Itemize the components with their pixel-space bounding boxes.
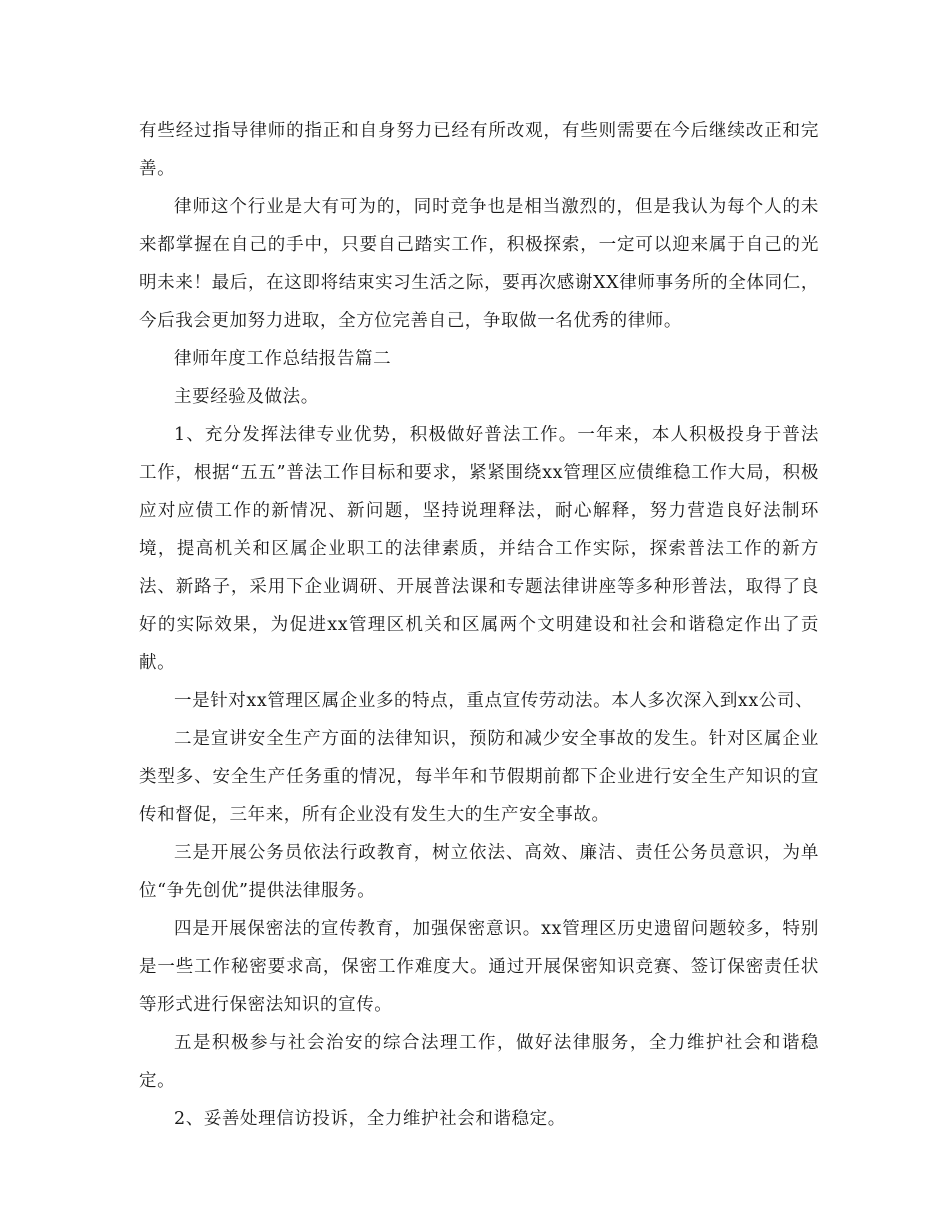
document-body [139,112,819,1138]
paragraph: 四是开展保密法的宣传教育，加强保密意识。xx管理区历史遗留问题较多，特别是一些工作秘密要求高，保密工作难度大。通过开展保密知识竞赛、签订保密责任状等形式进行保密法知识的宣传。 [139,919,819,1015]
paragraph: 律师这个行业是大有可为的，同时竞争也是相当激烈的，但是我认为每个人的未来都掌握在自己的手中，只要自己踏实工作，积极探索，一定可以迎来属于自己的光明未来！最后，在这即将结束实习生活之际，要再次感谢XX律师事务所的全体同仁，今后我会更加努力进取，全方位完善自己，争取做一名优秀的律师。 [139,197,819,331]
paragraph: 五是积极参与社会治安的综合法理工作，做好法律服务，全力维护社会和谐稳定。 [139,1033,819,1091]
paragraph: 主要经验及做法。 [174,387,319,407]
paragraph: 一是针对xx管理区属企业多的特点，重点宣传劳动法。本人多次深入到xx公司、 [174,691,814,711]
paragraph: 1、充分发挥法律专业优势，积极做好普法工作。一年来，本人积极投身于普法工作，根据“五五”普法工作目标和要求，紧紧围绕xx管理区应债维稳工作大局，积极应对应债工作的新情况、新问题，坚持说理释法，耐心解释，努力营造良好法制环境，提高机关和区属企业职工的法律素质，并结合工作实际，探索普法工作的新方法、新路子，采用下企业调研、开展普法课和专题法律讲座等多种形普法，取得了良好的实际效果，为促进xx管理区机关和区属两个文明建设和社会和谐稳定作出了贡献。 [139,425,819,673]
paragraph: 二是宣讲安全生产方面的法律知识，预防和减少安全事故的发生。针对区属企业类型多、安全生产任务重的情况，每半年和节假期前都下企业进行安全生产知识的宣传和督促，三年来，所有企业没有发生大的生产安全事故。 [139,729,819,825]
paragraph: 2、妥善处理信访投诉，全力维护社会和谐稳定。 [174,1109,566,1129]
paragraph: 三是开展公务员依法行政教育，树立依法、高效、廉洁、责任公务员意识，为单位“争先创优”提供法律服务。 [139,843,819,901]
paragraph: 有些经过指导律师的指正和自身努力已经有所改观，有些则需要在今后继续改正和完善。 [139,121,819,179]
section-heading: 律师年度工作总结报告篇二 [174,349,392,369]
